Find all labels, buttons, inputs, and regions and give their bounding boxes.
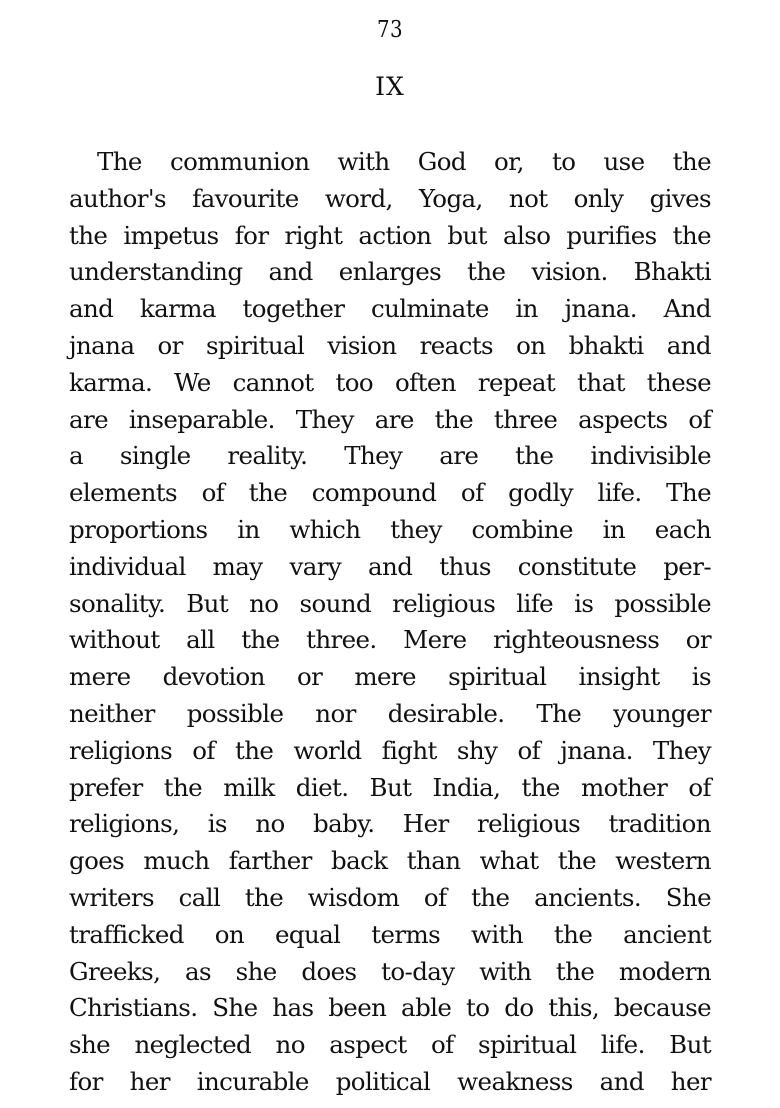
page-number: 73 xyxy=(376,17,404,43)
text-line: karma. We cannot too often repeat that these xyxy=(69,367,711,397)
text-line: Christians. She has been able to do this, because xyxy=(69,993,711,1023)
text-line: trafficked on equal terms with the ancient xyxy=(69,919,711,949)
chapter-heading: IX xyxy=(375,72,405,101)
text-line: jnana or spiritual vision reacts on bhakti and xyxy=(69,330,711,360)
text-line: author's favourite word, Yoga, not only gives xyxy=(69,183,711,213)
text-line: mere devotion or mere spiritual insight is xyxy=(69,662,711,692)
text-line: and karma together culminate in jnana. And xyxy=(69,294,711,324)
text-line: writers call the wisdom of the ancients. She xyxy=(69,882,711,912)
text-line: goes much farther back than what the western xyxy=(69,846,711,876)
body-paragraph xyxy=(69,144,711,1101)
text-line: religions, is no baby. Her religious tradition xyxy=(69,809,711,839)
text-line: without all the three. Mere righteousness or xyxy=(69,625,711,655)
text-line: sonality. But no sound religious life is possible xyxy=(69,588,711,618)
text-line: for her incurable political weakness and her xyxy=(69,1066,711,1096)
text-line: the impetus for right action but also purifies the xyxy=(69,220,711,250)
text-line: understanding and enlarges the vision. Bhakti xyxy=(69,257,711,287)
text-line: prefer the milk diet. But India, the mother of xyxy=(69,772,711,802)
text-line: are inseparable. They are the three aspects of xyxy=(69,404,711,434)
text-line: The communion with God or, to use the xyxy=(97,147,711,176)
text-line: religions of the world fight shy of jnana. They xyxy=(69,735,711,765)
text-line: individual may vary and thus constitute per- xyxy=(69,551,711,581)
text-line: neither possible nor desirable. The younger xyxy=(69,698,711,728)
text-line: proportions in which they combine in each xyxy=(69,514,711,544)
text-line: Greeks, as she does to-day with the modern xyxy=(69,956,711,986)
text-line: she neglected no aspect of spiritual life. But xyxy=(69,1030,711,1060)
text-line: elements of the compound of godly life. The xyxy=(69,478,711,508)
text-line: a single reality. They are the indivisible xyxy=(69,441,711,471)
